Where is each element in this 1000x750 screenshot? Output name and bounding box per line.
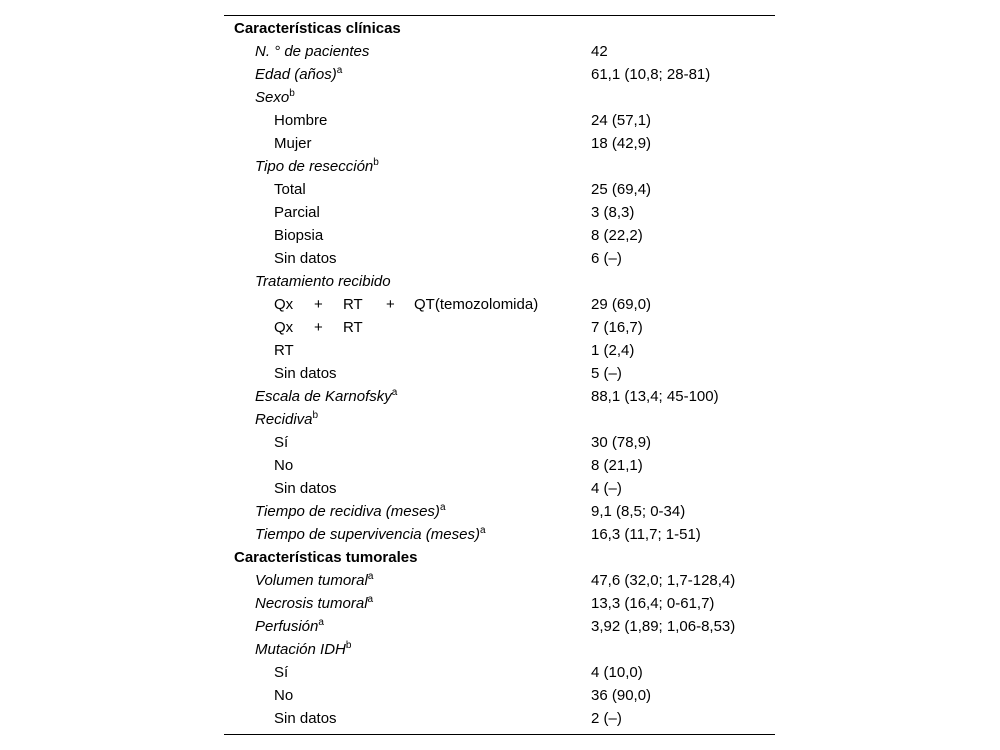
row-value: 88,1 (13,4; 45-100)	[591, 388, 719, 405]
row-label	[255, 408, 318, 431]
row-value: 42	[591, 43, 608, 60]
row-value: 18 (42,9)	[591, 135, 652, 152]
row-value: 3 (8,3)	[591, 204, 635, 221]
section-title	[234, 17, 401, 40]
row-value: 1 (2,4)	[591, 342, 635, 359]
table-row	[224, 63, 775, 86]
row-value: 9,1 (8,5; 0-34)	[591, 503, 686, 520]
table-row	[224, 615, 775, 638]
row-label-text: Tipo de resección	[255, 158, 374, 175]
row-label-text: No	[274, 457, 294, 474]
row-label-text: Necrosis tumoral	[255, 595, 368, 612]
row-label	[255, 592, 373, 615]
row-value: 4 (10,0)	[591, 664, 643, 681]
table-row	[224, 316, 775, 339]
row-label-text: RT	[274, 342, 294, 359]
footnote-marker: a	[318, 617, 324, 628]
row-value: 47,6 (32,0; 1,7-128,4)	[591, 572, 736, 589]
row-label	[274, 661, 288, 684]
treatment-token: RT	[343, 319, 363, 336]
row-label	[274, 109, 327, 132]
footnote-marker: a	[479, 525, 486, 536]
row-value: 25 (69,4)	[591, 181, 652, 198]
row-label-text: Hombre	[274, 112, 328, 129]
row-label-text: Tiempo de supervivencia (meses)	[255, 526, 480, 543]
table-row	[224, 523, 775, 546]
footnote-marker: a	[367, 571, 374, 582]
table-row	[224, 224, 775, 247]
table-row	[224, 477, 775, 500]
row-label	[255, 40, 369, 63]
row-value: 7 (16,7)	[591, 319, 643, 336]
row-label-text: N. ° de pacientes	[255, 43, 370, 60]
table-row	[224, 638, 775, 661]
table-row	[224, 270, 775, 293]
row-label-text: No	[274, 687, 294, 704]
table-row	[224, 132, 775, 155]
row-value: 29 (69,0)	[591, 296, 652, 313]
row-label-text: Sin datos	[274, 250, 337, 267]
treatment-token: Qx	[274, 319, 294, 336]
section-header-row	[224, 17, 775, 40]
footnote-marker: a	[367, 594, 374, 605]
treatment-token: RT	[343, 296, 363, 313]
row-label-text: Perfusión	[255, 618, 319, 635]
row-label-text: Sí	[274, 664, 289, 681]
row-label-text: Tratamiento recibido	[255, 273, 391, 290]
row-label-text: Sexo	[255, 89, 290, 106]
row-label	[255, 638, 351, 661]
table-row	[224, 362, 775, 385]
table-row	[224, 385, 775, 408]
table-row	[224, 109, 775, 132]
row-label	[255, 615, 324, 638]
treatment-token: +	[314, 296, 323, 313]
footnote-marker: b	[345, 640, 352, 651]
row-label	[255, 385, 397, 408]
row-label	[255, 155, 379, 178]
row-label	[274, 477, 337, 500]
treatment-token: +	[386, 296, 395, 313]
row-label-text: Mutación IDH	[255, 641, 346, 658]
footnote-marker: b	[373, 157, 379, 168]
table-row	[224, 707, 775, 730]
row-value: 8 (22,2)	[591, 227, 643, 244]
table-row	[224, 40, 775, 63]
row-label	[274, 201, 320, 224]
row-label-text: Edad (años)	[255, 66, 337, 83]
row-value: 36 (90,0)	[591, 687, 652, 704]
row-label-text: Recidiva	[255, 411, 313, 428]
section-title	[234, 546, 417, 569]
row-label-text: Volumen tumoral	[255, 572, 368, 589]
row-value: 16,3 (11,7; 1-51)	[591, 526, 701, 543]
row-label	[255, 523, 486, 546]
table-row	[224, 431, 775, 454]
row-label-text: Biopsia	[274, 227, 324, 244]
treatment-token: QT(temozolomida)	[414, 296, 539, 313]
row-value: 3,92 (1,89; 1,06-8,53)	[591, 618, 736, 635]
row-label	[255, 63, 342, 86]
footnote-marker: a	[439, 502, 446, 513]
row-label	[274, 178, 306, 201]
row-label	[255, 270, 391, 293]
table-row	[224, 500, 775, 523]
table-row	[224, 86, 775, 109]
row-label-text: Sí	[274, 434, 289, 451]
row-label-text: Características tumorales	[234, 549, 418, 566]
table-row	[224, 293, 775, 316]
row-label	[255, 569, 373, 592]
row-label	[274, 684, 293, 707]
row-value: 30 (78,9)	[591, 434, 652, 451]
row-value: 5 (–)	[591, 365, 622, 382]
footnote-marker: a	[391, 387, 398, 398]
table-row	[224, 201, 775, 224]
row-label	[274, 224, 323, 247]
row-label	[274, 431, 288, 454]
footnote-marker: b	[289, 88, 295, 99]
row-label-text: Escala de Karnofsky	[255, 388, 392, 405]
row-label	[274, 339, 294, 362]
row-label	[274, 132, 312, 155]
table-row	[224, 155, 775, 178]
row-value: 8 (21,1)	[591, 457, 643, 474]
table-row	[224, 408, 775, 431]
table-row	[224, 592, 775, 615]
row-label-text: Parcial	[274, 204, 320, 221]
footnote-marker: a	[336, 65, 343, 76]
row-value: 24 (57,1)	[591, 112, 652, 129]
row-value: 13,3 (16,4; 0-61,7)	[591, 595, 715, 612]
footnote-marker: b	[312, 410, 319, 421]
row-label	[255, 500, 446, 523]
treatment-token: +	[314, 319, 323, 336]
table-row	[224, 339, 775, 362]
row-label	[274, 707, 337, 730]
table-row	[224, 247, 775, 270]
table-row	[224, 684, 775, 707]
row-label	[274, 362, 337, 385]
row-label-text: Tiempo de recidiva (meses)	[255, 503, 440, 520]
table-row	[224, 569, 775, 592]
row-value: 2 (–)	[591, 710, 622, 727]
row-value: 61,1 (10,8; 28-81)	[591, 66, 711, 83]
row-label	[274, 247, 337, 270]
table-row	[224, 661, 775, 684]
row-value: 4 (–)	[591, 480, 622, 497]
table-row	[224, 178, 775, 201]
row-label	[274, 454, 293, 477]
row-label-text: Sin datos	[274, 480, 337, 497]
row-label-text: Sin datos	[274, 365, 337, 382]
section-header-row	[224, 546, 775, 569]
row-label-text: Características clínicas	[234, 20, 401, 37]
row-label	[255, 86, 295, 109]
table-body	[224, 16, 775, 734]
row-label-text: Sin datos	[274, 710, 337, 727]
clinical-characteristics-table	[224, 15, 775, 735]
row-value: 6 (–)	[591, 250, 622, 267]
row-label-text: Total	[274, 181, 306, 198]
row-label-text: Mujer	[274, 135, 312, 152]
table-row	[224, 454, 775, 477]
treatment-token: Qx	[274, 296, 294, 313]
